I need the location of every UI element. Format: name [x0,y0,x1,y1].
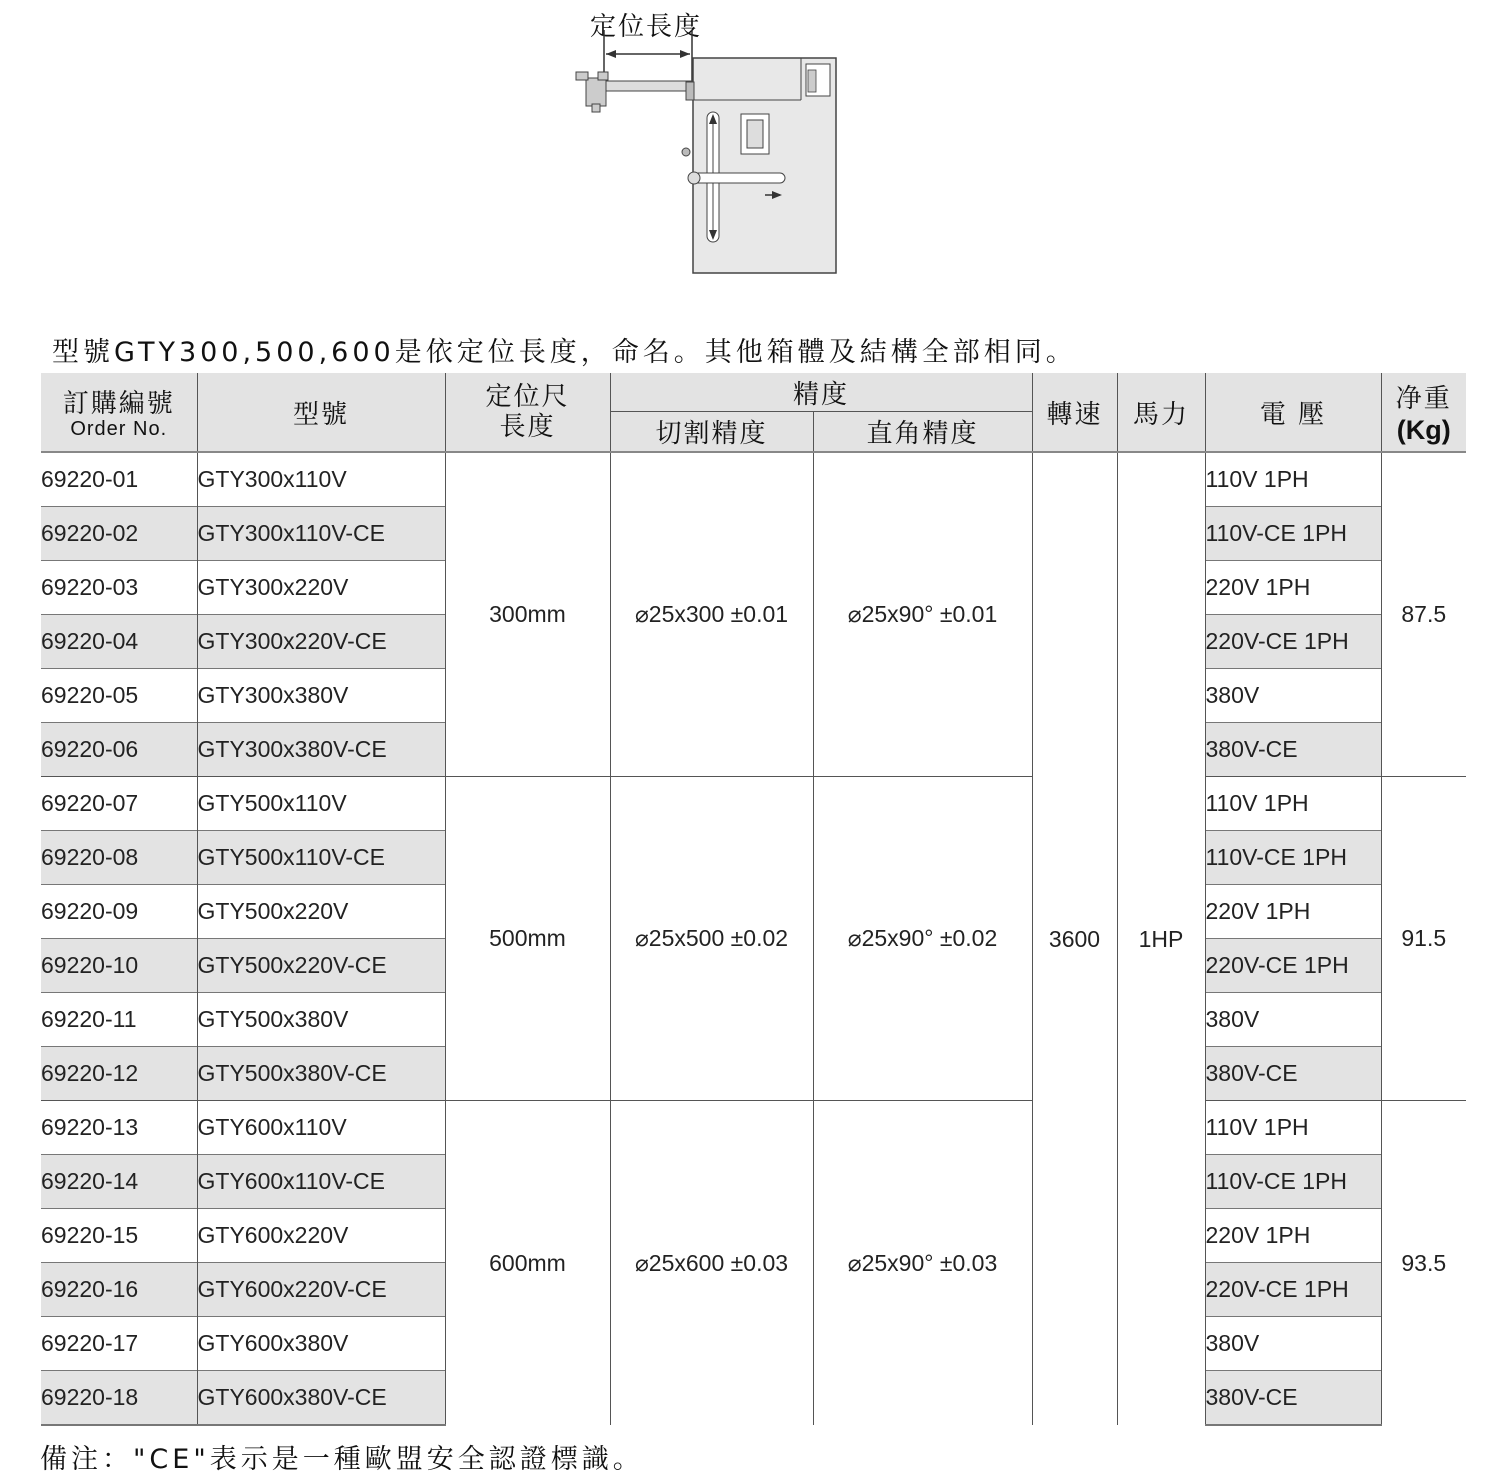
voltage-cell: 380V [1205,669,1381,723]
model-cell: GTY300x220V-CE [197,615,445,669]
header-length: 定位尺 長度 [445,373,610,452]
order-number-cell: 69220-02 [41,507,197,561]
model-cell: GTY500x380V [197,993,445,1047]
model-cell: GTY300x220V [197,561,445,615]
square-accuracy-cell: ⌀25x90° ±0.02 [813,777,1032,1101]
header-power: 馬力 [1117,373,1205,452]
header-weight: 净重 (Kg) [1381,373,1466,452]
voltage-cell: 380V-CE [1205,1047,1381,1101]
model-cell: GTY500x110V-CE [197,831,445,885]
voltage-cell: 380V [1205,993,1381,1047]
header-cut-accuracy: 切割精度 [610,412,813,453]
model-cell: GTY500x380V-CE [197,1047,445,1101]
header-voltage: 電 壓 [1205,373,1381,452]
voltage-cell: 110V-CE 1PH [1205,831,1381,885]
table-row [41,452,1466,507]
square-accuracy-cell: ⌀25x90° ±0.03 [813,1101,1032,1426]
voltage-cell: 220V-CE 1PH [1205,939,1381,993]
order-number-cell: 69220-07 [41,777,197,831]
order-number-cell: 69220-15 [41,1209,197,1263]
intro-text: 型號GTY300,500,600是依定位長度，命名。其他箱體及結構全部相同。 [52,337,1077,368]
header-square-accuracy: 直角精度 [813,412,1032,453]
footnote: 備注："CE"表示是一種歐盟安全認證標識。 [40,1444,644,1475]
voltage-cell: 380V-CE [1205,1371,1381,1426]
order-number-cell: 69220-14 [41,1155,197,1209]
model-cell: GTY300x110V [197,452,445,507]
order-number-cell: 69220-01 [41,452,197,507]
order-number-cell: 69220-13 [41,1101,197,1155]
order-number-cell: 69220-03 [41,561,197,615]
order-number-cell: 69220-11 [41,993,197,1047]
model-cell: GTY500x220V [197,885,445,939]
order-number-cell: 69220-12 [41,1047,197,1101]
model-cell: GTY600x380V-CE [197,1371,445,1426]
length-cell: 300mm [445,452,610,777]
header-accuracy: 精度 [610,373,1032,412]
cut-accuracy-cell: ⌀25x500 ±0.02 [610,777,813,1101]
order-number-cell: 69220-04 [41,615,197,669]
order-number-cell: 69220-18 [41,1371,197,1426]
model-cell: GTY500x220V-CE [197,939,445,993]
voltage-cell: 220V 1PH [1205,1209,1381,1263]
model-cell: GTY600x220V-CE [197,1263,445,1317]
model-cell: GTY600x220V [197,1209,445,1263]
table-row [41,777,1466,831]
voltage-cell: 220V-CE 1PH [1205,1263,1381,1317]
model-cell: GTY600x110V [197,1101,445,1155]
voltage-cell: 220V 1PH [1205,885,1381,939]
voltage-cell: 220V 1PH [1205,561,1381,615]
spec-table-body [41,452,1466,1425]
cut-accuracy-cell: ⌀25x300 ±0.01 [610,452,813,777]
diagram-label: 定位長度 [590,12,703,42]
model-cell: GTY300x110V-CE [197,507,445,561]
length-cell: 600mm [445,1101,610,1426]
voltage-cell: 110V 1PH [1205,452,1381,507]
voltage-cell: 110V-CE 1PH [1205,507,1381,561]
voltage-cell: 220V-CE 1PH [1205,615,1381,669]
header-model: 型號 [197,373,445,452]
model-cell: GTY600x110V-CE [197,1155,445,1209]
order-number-cell: 69220-16 [41,1263,197,1317]
voltage-cell: 380V [1205,1317,1381,1371]
order-number-cell: 69220-08 [41,831,197,885]
power-cell: 1HP [1117,452,1205,1425]
machine-diagram [560,0,860,290]
weight-cell: 91.5 [1381,777,1466,1101]
speed-cell: 3600 [1032,452,1117,1425]
table-row [41,1101,1466,1155]
voltage-cell: 380V-CE [1205,723,1381,777]
cut-accuracy-cell: ⌀25x600 ±0.03 [610,1101,813,1426]
order-number-cell: 69220-10 [41,939,197,993]
order-number-cell: 69220-09 [41,885,197,939]
weight-cell: 93.5 [1381,1101,1466,1426]
length-cell: 500mm [445,777,610,1101]
order-number-cell: 69220-05 [41,669,197,723]
spec-table [41,373,1466,1426]
voltage-cell: 110V-CE 1PH [1205,1155,1381,1209]
header-speed: 轉速 [1032,373,1117,452]
weight-cell: 87.5 [1381,452,1466,777]
model-cell: GTY600x380V [197,1317,445,1371]
voltage-cell: 110V 1PH [1205,777,1381,831]
order-number-cell: 69220-06 [41,723,197,777]
model-cell: GTY500x110V [197,777,445,831]
voltage-cell: 110V 1PH [1205,1101,1381,1155]
order-number-cell: 69220-17 [41,1317,197,1371]
header-order: 訂購編號 Order No. [41,373,197,452]
square-accuracy-cell: ⌀25x90° ±0.01 [813,452,1032,777]
model-cell: GTY300x380V [197,669,445,723]
model-cell: GTY300x380V-CE [197,723,445,777]
